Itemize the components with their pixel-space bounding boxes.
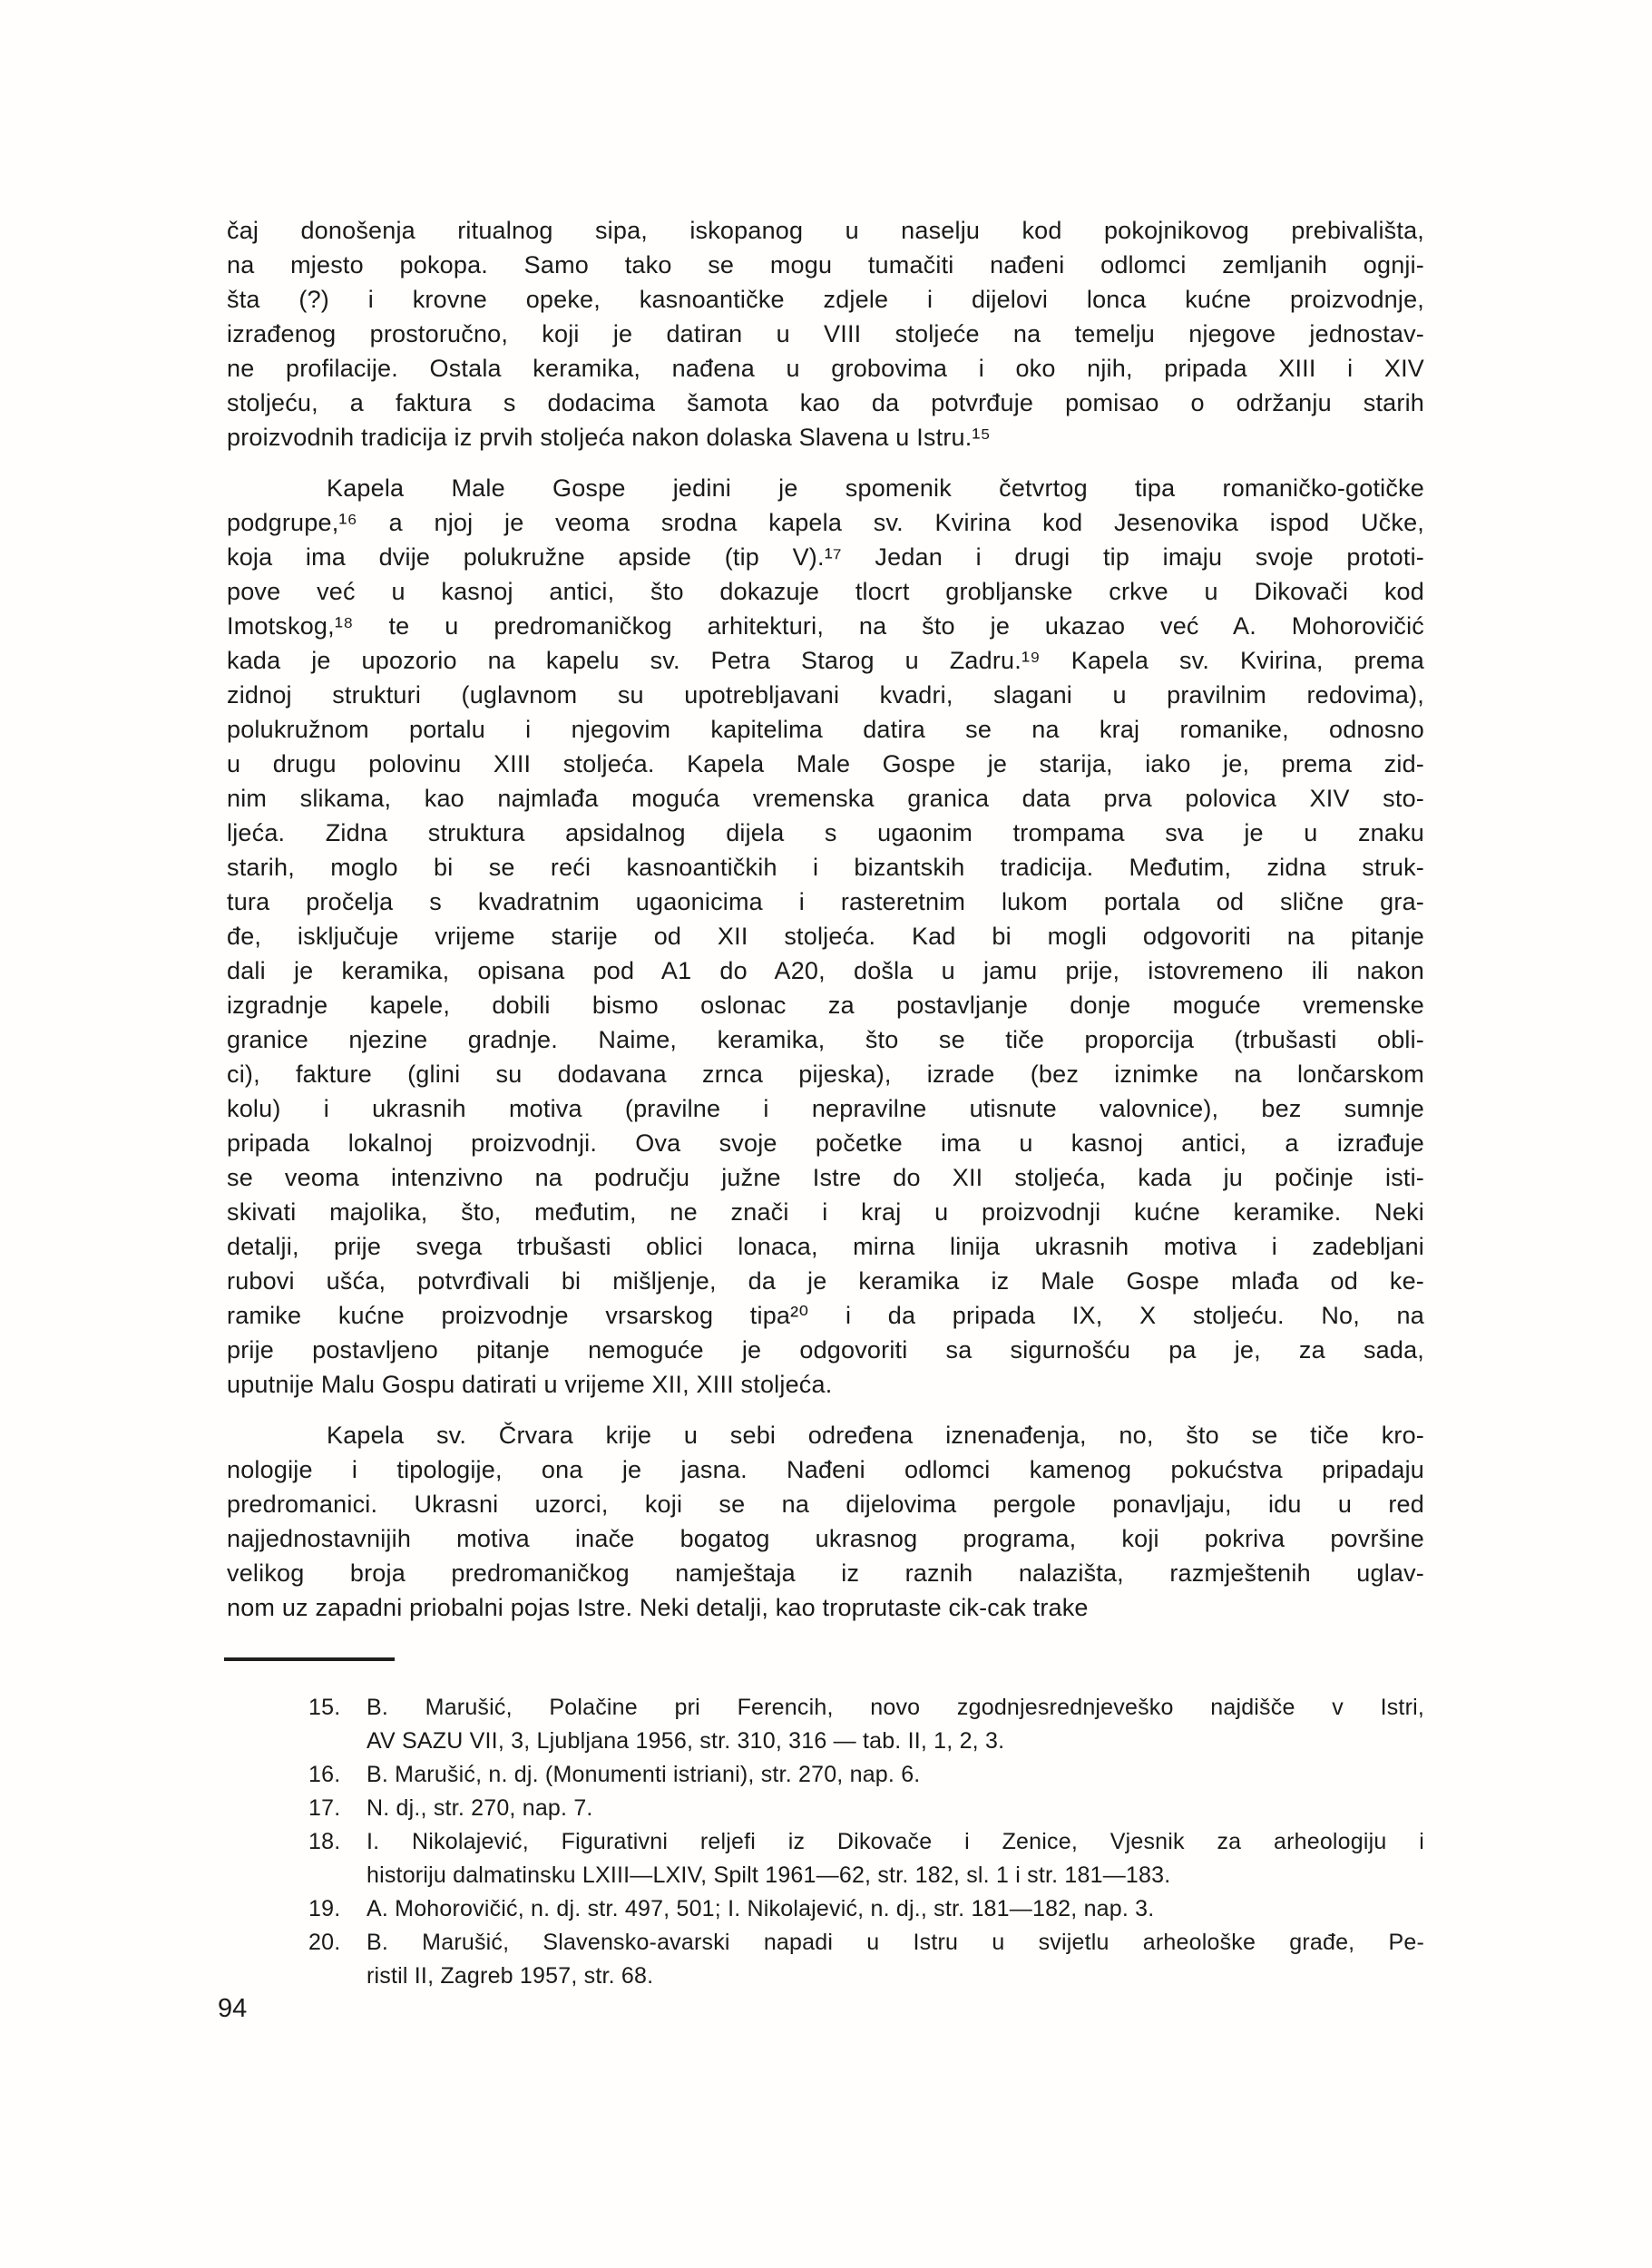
text-line: starih, moglo bi se reći kasnoantičkih i bizantskih tradicija. Međutim, zidna struk-: [227, 854, 1424, 881]
footnote-line: I. Nikolajević, Figurativni reljefi iz Dikovače i Zenice, Vjesnik za arheologiju i: [367, 1829, 1424, 1854]
footnote-text: [367, 1926, 1424, 1993]
footnote-text: [367, 1792, 1424, 1825]
text-line: najjednostavnijih motiva inače bogatog ukrasnog programa, koji pokriva površine: [227, 1525, 1424, 1552]
text-line: Imotskog,¹⁸ te u predromaničkog arhitekturi, na što je ukazao već A. Mohorovičić: [227, 612, 1424, 640]
text-line: čaj donošenja ritualnog sipa, iskopanog u naselju kod pokojnikovog prebivališta,: [227, 217, 1424, 244]
text-line: tura pročelja s kvadratnim ugaonicima i rasteretnim lukom portala od slične gra-: [227, 888, 1424, 915]
text-line: nom uz zapadni priobalni pojas Istre. Neki detalji, kao troprutaste cik-cak trake: [227, 1594, 1089, 1621]
text-line: izgradnje kapele, dobili bismo oslonac za postavljanje donje moguće vremenske: [227, 992, 1424, 1019]
text-line: šta (?) i krovne opeke, kasnoantičke zdjele i dijelovi lonca kućne proizvodnje,: [227, 286, 1424, 313]
text-line: ne profilacije. Ostala keramika, nađena u grobovima i oko njih, pripada XIII i XIV: [227, 355, 1424, 382]
text-line: koja ima dvije polukružne apside (tip V).¹⁷ Jedan i drugi tip imaju svoje prototi-: [227, 543, 1424, 571]
main-text-block: [227, 213, 1424, 1625]
text-line: rubovi ušća, potvrđivali bi mišljenje, da je keramika iz Male Gospe mlađa od ke-: [227, 1267, 1424, 1295]
text-line: na mjesto pokopa. Samo tako se mogu tumačiti nađeni odlomci zemljanih ognji-: [227, 251, 1424, 279]
text-line: Kapela Male Gospe jedini je spomenik četvrtog tipa romaničko-gotičke: [327, 474, 1424, 502]
text-line: pove već u kasnoj antici, što dokazuje tlocrt grobljanske crkve u Dikovači kod: [227, 578, 1424, 605]
paragraph: [227, 1418, 1424, 1625]
footnote-line: B. Marušić, n. dj. (Monumenti istriani), str. 270, nap. 6.: [367, 1762, 921, 1787]
footnote-number: 20.: [308, 1930, 341, 1955]
text-line: ci), fakture (glini su dodavana zrnca pijeska), izrade (bez iznimke na lončarskom: [227, 1061, 1424, 1088]
footnote-entry: [308, 1825, 1424, 1892]
text-line: ramike kućne proizvodnje vrsarskog tipa²⁰ i da pripada IX, X stoljeću. No, na: [227, 1302, 1424, 1329]
text-line: uputnije Malu Gospu datirati u vrijeme XII, XIII stoljeća.: [227, 1371, 833, 1398]
footnote-number: 19.: [308, 1896, 341, 1921]
footnote-number: 15.: [308, 1695, 341, 1720]
footnote-line: B. Marušić, Slavensko-avarski napadi u Istru u svijetlu arheološke građe, Pe-: [367, 1930, 1424, 1955]
text-line: polukružnom portalu i njegovim kapitelima datira se na kraj romanike, odnosno: [227, 716, 1424, 743]
text-line: kolu) i ukrasnih motiva (pravilne i nepravilne utisnute valovnice), bez sumnje: [227, 1095, 1424, 1122]
text-line: skivati majolika, što, međutim, ne znači i kraj u proizvodnji kućne keramike. Neki: [227, 1198, 1424, 1226]
text-line: pripada lokalnoj proizvodnji. Ova svoje početke ima u kasnoj antici, a izrađuje: [227, 1129, 1424, 1157]
footnote-text: [367, 1892, 1424, 1926]
footnote-entry: [308, 1892, 1424, 1926]
text-line: detalji, prije svega trbušasti oblici lonaca, mirna linija ukrasnih motiva i zadebljani: [227, 1233, 1424, 1260]
paragraph: [227, 213, 1424, 455]
footnote-entry: [308, 1691, 1424, 1758]
text-line: ljeća. Zidna struktura apsidalnog dijela s ugaonim trompama sva je u znaku: [227, 819, 1424, 846]
text-line: proizvodnih tradicija iz prvih stoljeća nakon dolaska Slavena u Istru.¹⁵: [227, 424, 992, 451]
paragraph: [227, 471, 1424, 1402]
footnote-text: [367, 1825, 1424, 1892]
footnote-line: AV SAZU VII, 3, Ljubljana 1956, str. 310, 316 — tab. II, 1, 2, 3.: [367, 1728, 1005, 1754]
footnote-entry: [308, 1926, 1424, 1993]
text-line: stoljeću, a faktura s dodacima šamota kao da potvrđuje pomisao o održanju starih: [227, 389, 1424, 416]
text-line: u drugu polovinu XIII stoljeća. Kapela Male Gospe je starija, iako je, prema zid-: [227, 750, 1424, 777]
text-line: đe, isključuje vrijeme starije od XII stoljeća. Kad bi mogli odgovoriti na pitanje: [227, 923, 1424, 950]
footnotes-block: [308, 1691, 1424, 1993]
footnote-separator-rule: [224, 1657, 395, 1661]
text-line: nologije i tipologije, ona je jasna. Nađeni odlomci kamenog pokućstva pripadaju: [227, 1456, 1424, 1483]
text-line: zidnoj strukturi (uglavnom su upotrebljavani kvadri, slagani u pravilnim redovima),: [227, 681, 1424, 709]
footnote-line: A. Mohorovičić, n. dj. str. 497, 501; I. Nikolajević, n. dj., str. 181—182, nap. 3.: [367, 1896, 1155, 1921]
text-line: Kapela sv. Črvara krije u sebi određena iznenađenja, no, što se tiče kro-: [327, 1422, 1424, 1449]
text-line: prije postavljeno pitanje nemoguće je odgovoriti sa sigurnošću pa je, za sada,: [227, 1336, 1424, 1364]
footnote-line: historiju dalmatinsku LXIII—LXIV, Spilt 1961—62, str. 182, sl. 1 i str. 181—183.: [367, 1862, 1171, 1888]
text-line: nim slikama, kao najmlađa moguća vremenska granica data prva polovica XIV sto-: [227, 785, 1424, 812]
footnote-entry: [308, 1792, 1424, 1825]
footnote-entry: [308, 1758, 1424, 1792]
footnote-number: 17.: [308, 1795, 341, 1821]
text-line: kada je upozorio na kapelu sv. Petra Starog u Zadru.¹⁹ Kapela sv. Kvirina, prema: [227, 647, 1424, 674]
text-line: izrađenog prostoručno, koji je datiran u VIII stoljeće na temelju njegove jednostav-: [227, 320, 1424, 347]
text-line: velikog broja predromaničkog namještaja iz raznih nalazišta, razmještenih uglav-: [227, 1559, 1424, 1587]
page-number: 94: [218, 1994, 248, 2023]
footnote-text: [367, 1691, 1424, 1758]
text-line: dali je keramika, opisana pod A1 do A20, došla u jamu prije, istovremeno ili nakon: [227, 957, 1424, 984]
text-line: se veoma intenzivno na području južne Istre do XII stoljeća, kada ju počinje isti-: [227, 1164, 1424, 1191]
text-line: granice njezine gradnje. Naime, keramika, što se tiče proporcija (trbušasti obli-: [227, 1026, 1424, 1053]
text-line: predromanici. Ukrasni uzorci, koji se na dijelovima pergole ponavljaju, idu u red: [227, 1491, 1424, 1518]
footnote-line: N. dj., str. 270, nap. 7.: [367, 1795, 593, 1821]
text-line: podgrupe,¹⁶ a njoj je veoma srodna kapela sv. Kvirina kod Jesenovika ispod Učke,: [227, 509, 1424, 536]
footnote-text: [367, 1758, 1424, 1792]
footnote-line: ristil II, Zagreb 1957, str. 68.: [367, 1963, 654, 1989]
footnote-number: 16.: [308, 1762, 341, 1787]
footnote-line: B. Marušić, Polačine pri Ferencih, novo zgodnjesrednjeveško najdišče v Istri,: [367, 1695, 1424, 1720]
footnote-number: 18.: [308, 1829, 341, 1854]
